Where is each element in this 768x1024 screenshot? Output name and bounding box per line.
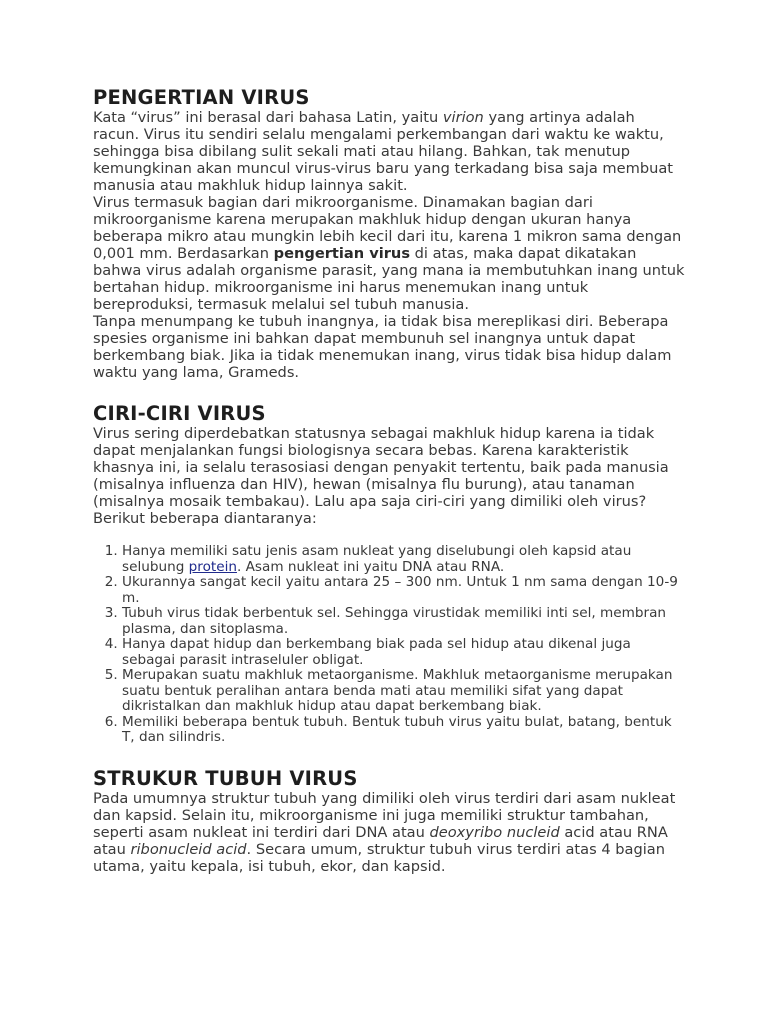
paragraph-virus-characteristics-intro: Virus sering diperdebatkan statusnya sebagai makhluk hidup karena ia tidak dapat menjalankan fungsi biologisnya secara bebas. Karena karakteristik khasnya ini, ia selalu terasosiasi dengan penyakit tertentu, baik pada manusia (misalnya influenza dan HIV), hewan (misalnya flu burung), atau tanaman (misalnya mosaik tembakau). Lalu apa saja ciri-ciri yang dimiliki oleh virus? Berikut beberapa diantaranya: [93, 425, 669, 527]
italic-term-virion: virion [442, 109, 484, 126]
section-heading-strukur-tubuh-virus: STRUKUR TUBUH VIRUS [93, 766, 358, 790]
document-page [93, 87, 685, 875]
text-run: . Asam nukleat ini yaitu DNA atau RNA. [236, 558, 505, 575]
text-run: di atas, maka dapat dikatakan bahwa virus adalah organisme parasit, yang mana ia membutuhkan inang untuk bertahan hidup. mikroorganisme ini harus menemukan inang untuk bereproduksi, termasuk melalui sel tubuh manusia. [93, 245, 685, 313]
text-run: Pada umumnya struktur tubuh yang dimiliki oleh virus terdiri dari asam nukleat dan kapsid. Selain itu, mikroorganisme ini juga memiliki struktur tambahan, seperti asam nukleat ini terdiri dari DNA atau [93, 789, 676, 841]
list-item [122, 544, 685, 575]
list-item: 3. Tubuh virus tidak berbentuk sel. Sehingga virustidak memiliki inti sel, membran plasma, dan sitoplasma. [122, 606, 685, 637]
text-run: Hanya memiliki satu jenis asam nukleat yang diselubungi oleh kapsid atau selubung [122, 543, 632, 575]
list-item: 6. Memiliki beberapa bentuk tubuh. Bentuk tubuh virus yaitu bulat, batang, bentuk T, dan silindris. [122, 715, 685, 746]
paragraph-virus-microorganism [93, 194, 685, 313]
protein-link[interactable]: protein [188, 558, 237, 575]
section-heading-ciri-ciri-virus: CIRI-CIRI VIRUS [93, 402, 266, 425]
text-run: acid atau RNA atau [93, 823, 668, 858]
text-run: Kata “virus” ini berasal dari bahasa Latin, yaitu [93, 109, 443, 126]
paragraph-virus-origin [93, 109, 685, 194]
list-item: 2. Ukurannya sangat kecil yaitu antara 25 – 300 nm. Untuk 1 nm sama dengan 10-9 m. [122, 575, 685, 606]
paragraph-virus-structure [93, 790, 685, 875]
text-run: . Secara umum, struktur tubuh virus terdiri atas 4 bagian utama, yaitu kepala, isi tubuh, ekor, dan kapsid. [93, 840, 665, 875]
list-item: 5. Merupakan suatu makhluk metaorganisme. Makhluk metaorganisme merupakan suatu bentuk peralihan antara benda mati atau memiliki sifat yang dapat dikristalkan dan makhluk hidup atau dapat berkembang biak. [122, 668, 685, 715]
list-item: 4. Hanya dapat hidup dan berkembang biak pada sel hidup atau dikenal juga sebagai parasit intraseluler obligat. [122, 637, 685, 668]
bold-term-pengertian-virus: pengertian virus [273, 245, 411, 262]
text-run: yang artinya adalah racun. Virus itu sendiri selalu mengalami perkembangan dari waktu ke waktu, sehingga bisa dibilang sulit sekali mati atau hilang. Bahkan, tak menutup kemungkinan akan muncul virus-virus baru yang terkadang bisa saja membuat manusia atau makhluk hidup lainnya sakit. [93, 109, 674, 194]
text-run: Virus termasuk bagian dari mikroorganisme. Dinamakan bagian dari mikroorganisme karena merupakan makhluk hidup dengan ukuran hanya beberapa mikro atau mungkin lebih kecil dari itu, karena 1 mikron sama dengan 0,001 mm. Berdasarkan [93, 194, 682, 262]
italic-term-ribonucleid-acid: ribonucleid acid [130, 840, 247, 858]
section-heading-pengertian-virus: PENGERTIAN VIRUS [93, 86, 310, 109]
paragraph-virus-host: Tanpa menumpang ke tubuh inangnya, ia tidak bisa mereplikasi diri. Beberapa spesies organisme ini bahkan dapat membunuh sel inangnya untuk dapat berkembang biak. Jika ia tidak menemukan inang, virus tidak bisa hidup dalam waktu yang lama, Grameds. [93, 313, 672, 381]
characteristics-list [93, 544, 685, 746]
italic-term-deoxyribo-nucleid: deoxyribo nucleid [429, 823, 560, 841]
